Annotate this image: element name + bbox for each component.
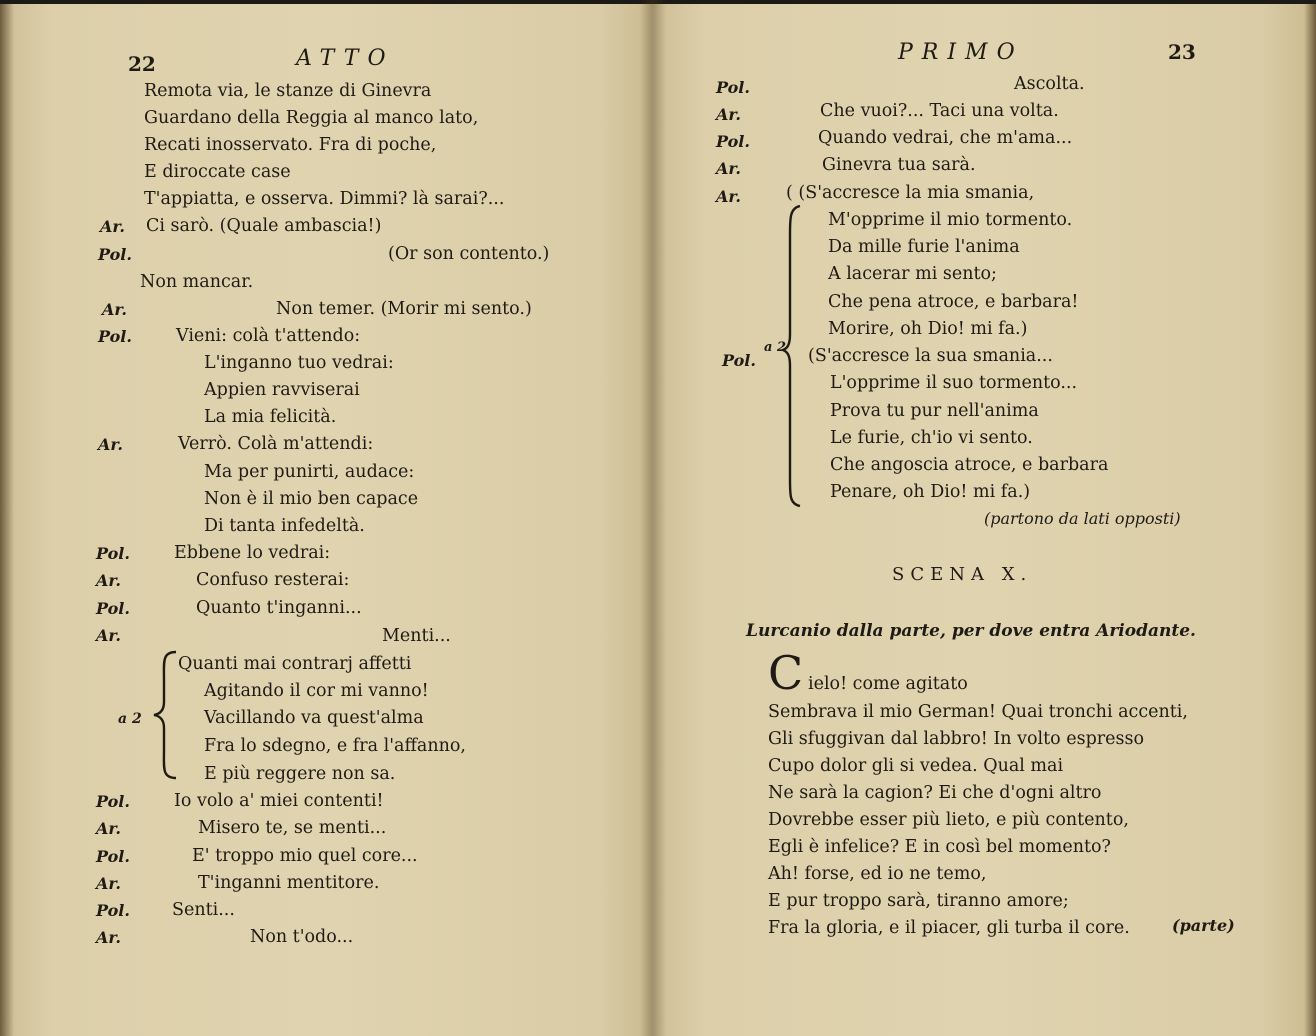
speaker-label: Pol. xyxy=(716,132,750,151)
monologue-line: Sembrava il mio German! Quai tronchi accenti, xyxy=(768,702,1188,722)
duet-brace xyxy=(150,650,180,780)
verse-line: Morire, oh Dio! mi fa.) xyxy=(828,319,1028,339)
monologue-line: Fra la gloria, e il piacer, gli turba il core. xyxy=(768,918,1130,938)
verse-line: Non mancar. xyxy=(140,272,254,292)
verse-line: Menti... xyxy=(382,626,451,646)
verse-line: Da mille furie l'anima xyxy=(828,237,1020,257)
verse-line: E diroccate case xyxy=(144,162,291,182)
verse-line: E più reggere non sa. xyxy=(204,764,396,784)
monologue-line: Dovrebbe esser più lieto, e più contento, xyxy=(768,810,1129,830)
verse-line: Ci sarò. (Quale ambascia!) xyxy=(146,216,382,236)
speaker-label: Ar. xyxy=(100,217,125,236)
verse-line: Appien ravviserai xyxy=(204,380,360,400)
verse-line: ( (S'accresce la mia smania, xyxy=(786,183,1035,203)
verse-line: Le furie, ch'io vi sento. xyxy=(830,428,1033,448)
speaker-label: Pol. xyxy=(722,351,756,370)
speaker-label: Pol. xyxy=(96,901,130,920)
verse-line: Prova tu pur nell'anima xyxy=(830,401,1039,421)
verse-line: T'inganni mentitore. xyxy=(198,873,380,893)
verse-line: La mia felicità. xyxy=(204,407,337,427)
speaker-label: Pol. xyxy=(716,78,750,97)
verse-line: Quando vedrai, che m'ama... xyxy=(818,128,1073,148)
speaker-label: Ar. xyxy=(96,819,121,838)
speaker-label: Pol. xyxy=(98,327,132,346)
verse-line: Ebbene lo vedrai: xyxy=(174,543,331,563)
verse-line: Io volo a' miei contenti! xyxy=(174,791,384,811)
verse-line: Agitando il cor mi vanno! xyxy=(204,681,429,701)
verse-line: Ascolta. xyxy=(1014,74,1085,94)
speaker-label: Pol. xyxy=(96,792,130,811)
speaker-label: Ar. xyxy=(716,187,741,206)
verse-line: Vieni: colà t'attendo: xyxy=(176,326,361,346)
monologue-line: E pur troppo sarà, tiranno amore; xyxy=(768,891,1069,911)
verse-line: Che vuoi?... Taci una volta. xyxy=(820,101,1059,121)
verse-line: (S'accresce la sua smania... xyxy=(808,346,1053,366)
verse-line: Senti... xyxy=(172,900,235,920)
left-page-number: 22 xyxy=(128,52,156,76)
verse-line: Confuso resterai: xyxy=(196,570,350,590)
verse-line: Non t'odo... xyxy=(250,927,354,947)
stage-direction: (partono da lati opposti) xyxy=(984,509,1181,528)
verse-line: Fra lo sdegno, e fra l'affanno, xyxy=(204,736,466,756)
drop-cap: C xyxy=(768,646,804,700)
speaker-label: Ar. xyxy=(716,159,741,178)
speaker-label: Ar. xyxy=(98,435,123,454)
left-page xyxy=(0,4,652,1036)
verse-line: L'inganno tuo vedrai: xyxy=(204,353,394,373)
right-running-head: PRIMO xyxy=(898,40,1024,65)
verse-line: Penare, oh Dio! mi fa.) xyxy=(830,482,1031,502)
left-page-edge xyxy=(0,4,14,1036)
exit-direction: (parte) xyxy=(1172,916,1235,935)
right-page xyxy=(652,4,1316,1036)
monologue-line: ielo! come agitato xyxy=(808,674,968,694)
verse-line: Di tanta infedeltà. xyxy=(204,516,365,536)
monologue-line: Ne sarà la cagion? Ei che d'ogni altro xyxy=(768,783,1102,803)
verse-line: Che pena atroce, e barbara! xyxy=(828,292,1079,312)
monologue-line: Cupo dolor gli si vedea. Qual mai xyxy=(768,756,1064,776)
speaker-label: Ar. xyxy=(96,874,121,893)
monologue-line: Gli sfuggivan dal labbro! In volto espresso xyxy=(768,729,1145,749)
scene-heading: SCENA X. xyxy=(892,564,1033,585)
verse-line: Quanti mai contrarj affetti xyxy=(178,654,412,674)
verse-line: Misero te, se menti... xyxy=(198,818,387,838)
speaker-label: Ar. xyxy=(96,928,121,947)
verse-line: Non è il mio ben capace xyxy=(204,489,419,509)
verse-line: Non temer. (Morir mi sento.) xyxy=(276,299,532,319)
monologue-line: Egli è infelice? E in così bel momento? xyxy=(768,837,1111,857)
verse-line: Remota via, le stanze di Ginevra xyxy=(144,81,432,101)
monologue-line: Ah! forse, ed io ne temo, xyxy=(768,864,987,884)
a2-marker: a 2 xyxy=(118,711,142,727)
verse-line: A lacerar mi sento; xyxy=(828,264,997,284)
right-page-number: 23 xyxy=(1168,40,1196,64)
verse-line: Quanto t'inganni... xyxy=(196,598,362,618)
left-running-head: ATTO xyxy=(296,46,395,71)
verse-line: E' troppo mio quel core... xyxy=(192,846,418,866)
stage-direction: Lurcanio dalla parte, per dove entra Ariodante. xyxy=(746,621,1196,641)
speaker-label: Ar. xyxy=(96,571,121,590)
verse-line: M'opprime il mio tormento. xyxy=(828,210,1073,230)
verse-line: Guardano della Reggia al manco lato, xyxy=(144,108,479,128)
speaker-label: Pol. xyxy=(96,544,130,563)
verse-line: Ma per punirti, audace: xyxy=(204,462,415,482)
speaker-label: Ar. xyxy=(716,105,741,124)
speaker-label: Pol. xyxy=(98,245,132,264)
speaker-label: Ar. xyxy=(102,300,127,319)
verse-line: (Or son contento.) xyxy=(388,244,550,264)
verse-line: Vacillando va quest'alma xyxy=(204,708,424,728)
verse-line: Che angoscia atroce, e barbara xyxy=(830,455,1109,475)
verse-line: Recati inosservato. Fra di poche, xyxy=(144,135,437,155)
speaker-label: Pol. xyxy=(96,599,130,618)
verse-line: T'appiatta, e osserva. Dimmi? là sarai?... xyxy=(144,189,505,209)
speaker-label: Pol. xyxy=(96,847,130,866)
right-page-edge xyxy=(1304,4,1316,1036)
a2-marker: a 2 xyxy=(764,340,786,355)
verse-line: L'opprime il suo tormento... xyxy=(830,373,1078,393)
speaker-label: Ar. xyxy=(96,626,121,645)
verse-line: Verrò. Colà m'attendi: xyxy=(178,434,374,454)
verse-line: Ginevra tua sarà. xyxy=(822,155,976,175)
